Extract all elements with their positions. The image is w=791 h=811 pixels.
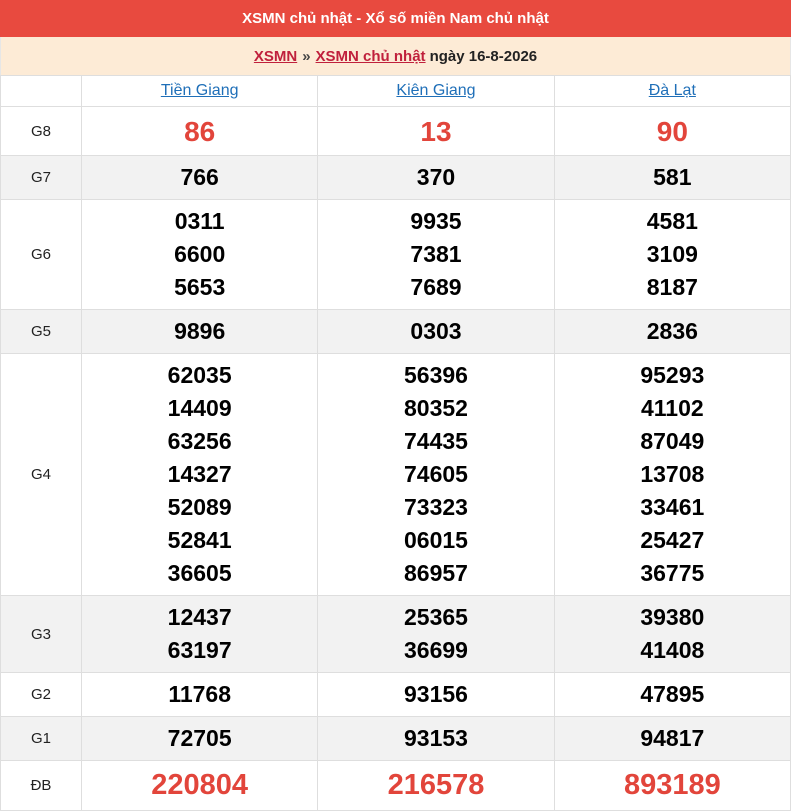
prize-number: 25365 [404, 604, 468, 630]
prize-cell [318, 156, 554, 200]
prize-cell [318, 596, 554, 673]
prize-number: 39380 [640, 604, 705, 630]
prize-row [1, 156, 791, 200]
prize-row [1, 717, 791, 761]
province-link-tien-giang[interactable]: Tiền Giang [160, 82, 239, 99]
prize-number: 14409 [167, 395, 232, 421]
prize-row [1, 761, 791, 811]
prize-label: G5 [1, 310, 82, 354]
prize-number: 0311 [174, 208, 225, 234]
prize-number: 766 [180, 164, 219, 190]
prize-cell [554, 200, 790, 310]
province-link-da-lat[interactable]: Đà Lạt [648, 82, 696, 99]
breadcrumb [0, 37, 791, 75]
prize-cell [554, 717, 790, 761]
prize-row [1, 310, 791, 354]
prize-cell [82, 200, 318, 310]
prize-number: 94817 [640, 725, 705, 751]
prize-number: 581 [653, 164, 692, 190]
prize-number: 9896 [174, 318, 226, 344]
prize-number: 13708 [640, 461, 705, 487]
prize-cell [82, 156, 318, 200]
prize-number: 0303 [410, 318, 462, 344]
prize-cell [554, 354, 790, 596]
prize-number: 06015 [404, 527, 468, 553]
prize-label: G8 [1, 107, 82, 156]
prize-cell [554, 761, 790, 811]
prize-number: 80352 [404, 395, 468, 421]
breadcrumb-separator: » [302, 47, 311, 65]
prize-cell [82, 354, 318, 596]
prize-number: 52089 [167, 494, 232, 520]
prize-cell [82, 107, 318, 156]
prize-number: 41102 [640, 395, 704, 421]
prize-cell [554, 156, 790, 200]
prize-cell [82, 596, 318, 673]
prize-cell [318, 310, 554, 354]
prize-number: 93156 [404, 681, 468, 707]
prize-label: G7 [1, 156, 82, 200]
prize-number: 41408 [640, 637, 705, 663]
prize-cell [82, 310, 318, 354]
breadcrumb-date: ngày 16-8-2026 [429, 47, 538, 65]
prize-number: 93153 [404, 725, 468, 751]
prize-number: 5653 [174, 274, 226, 300]
prize-number: 12437 [167, 604, 232, 630]
prize-number: 63256 [167, 428, 232, 454]
prize-cell [318, 354, 554, 596]
prize-number: 6600 [174, 241, 226, 267]
prize-label: G1 [1, 717, 82, 761]
prize-number: 90 [656, 115, 688, 147]
prize-number: 47895 [640, 681, 705, 707]
prize-number: 216578 [387, 769, 485, 801]
prize-cell [318, 717, 554, 761]
prize-number: 33461 [640, 494, 705, 520]
prize-number: 7381 [410, 241, 462, 267]
prize-row [1, 107, 791, 156]
prize-number: 11768 [168, 681, 232, 707]
prize-cell [318, 107, 554, 156]
prize-number: 36699 [404, 637, 468, 663]
page-title: XSMN chủ nhật - Xổ số miền Nam chủ nhật [0, 0, 791, 37]
prize-row [1, 200, 791, 310]
prize-label: G6 [1, 200, 82, 310]
prize-cell [82, 673, 318, 717]
prize-number: 56396 [404, 362, 468, 388]
breadcrumb-link-xsmn[interactable]: XSMN [253, 47, 298, 65]
prize-row [1, 673, 791, 717]
prize-number: 13 [420, 115, 452, 147]
prize-number: 62035 [167, 362, 232, 388]
prize-number: 86 [184, 115, 216, 147]
prize-number: 3109 [646, 241, 698, 267]
prize-cell [554, 310, 790, 354]
prize-number: 36605 [167, 560, 232, 586]
prize-number: 95293 [640, 362, 705, 388]
prize-number: 2836 [646, 318, 698, 344]
prize-cell [318, 761, 554, 811]
prize-number: 8187 [646, 274, 698, 300]
prize-number: 74605 [404, 461, 468, 487]
breadcrumb-link-xsmn-sunday[interactable]: XSMN chủ nhật [315, 47, 426, 65]
province-header-cell [554, 76, 790, 107]
prize-number: 73323 [404, 494, 468, 520]
prize-number: 74435 [404, 428, 468, 454]
prize-cell [318, 200, 554, 310]
prize-cell [318, 673, 554, 717]
prize-number: 52841 [167, 527, 232, 553]
prize-cell [554, 673, 790, 717]
prize-label: G4 [1, 354, 82, 596]
prize-number: 87049 [640, 428, 705, 454]
prize-number: 7689 [410, 274, 462, 300]
results-table [0, 75, 791, 811]
prize-cell [82, 717, 318, 761]
prize-row [1, 354, 791, 596]
prize-number: 72705 [167, 725, 232, 751]
prize-number: 893189 [623, 769, 721, 801]
prize-cell [554, 107, 790, 156]
prize-number: 220804 [151, 769, 249, 801]
prize-number: 14327 [167, 461, 232, 487]
prize-number: 4581 [646, 208, 698, 234]
province-link-kien-giang[interactable]: Kiên Giang [396, 82, 476, 99]
prize-label: G2 [1, 673, 82, 717]
prize-row [1, 596, 791, 673]
province-header-row [1, 76, 791, 107]
prize-cell [554, 596, 790, 673]
prize-number: 63197 [167, 637, 232, 663]
prize-cell [82, 761, 318, 811]
prize-number: 25427 [640, 527, 705, 553]
prize-label: G3 [1, 596, 82, 673]
prize-number: 36775 [640, 560, 705, 586]
header-empty-cell [1, 76, 82, 107]
prize-number: 86957 [404, 560, 468, 586]
province-header-cell [318, 76, 554, 107]
prize-number: 9935 [410, 208, 462, 234]
prize-label: ĐB [1, 761, 82, 811]
prize-number: 370 [416, 164, 456, 190]
province-header-cell [82, 76, 318, 107]
